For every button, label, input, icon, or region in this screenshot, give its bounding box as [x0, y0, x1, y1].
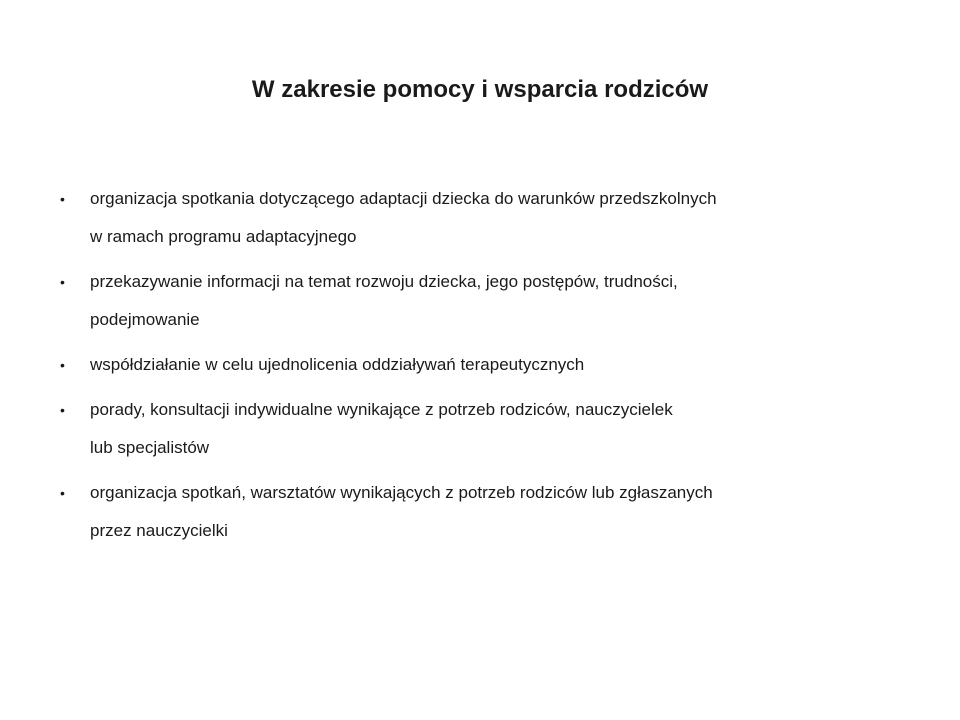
slide-title: W zakresie pomocy i wsparcia rodziców [251, 76, 709, 103]
bullet-line: organizacja spotkań, warsztatów wynikających z potrzeb rodziców lub zgłaszanych [90, 483, 713, 502]
bullet-item [58, 346, 908, 384]
bullet-item [58, 180, 908, 256]
bullet-item [58, 391, 908, 467]
bullet-icon: • [60, 274, 65, 290]
bullet-item [58, 474, 908, 550]
bullet-line: organizacja spotkania dotyczącego adaptacji dziecka do warunków przedszkolnych [90, 189, 717, 208]
bullet-line: przez nauczycielki [90, 521, 228, 540]
bullet-line: porady, konsultacji indywidualne wynikające z potrzeb rodziców, nauczycielek [90, 400, 673, 419]
bullet-line: podejmowanie [90, 310, 200, 329]
bullet-list [58, 180, 908, 557]
bullet-item [58, 263, 908, 339]
bullet-line: przekazywanie informacji na temat rozwoju dziecka, jego postępów, trudności, [90, 272, 678, 291]
bullet-icon: • [60, 485, 65, 501]
bullet-icon: • [60, 402, 65, 418]
bullet-line: w ramach programu adaptacyjnego [90, 227, 357, 246]
bullet-line: współdziałanie w celu ujednolicenia oddziaływań terapeutycznych [90, 355, 585, 374]
bullet-icon: • [60, 191, 65, 207]
bullet-icon: • [60, 357, 65, 373]
bullet-line: lub specjalistów [90, 438, 210, 457]
